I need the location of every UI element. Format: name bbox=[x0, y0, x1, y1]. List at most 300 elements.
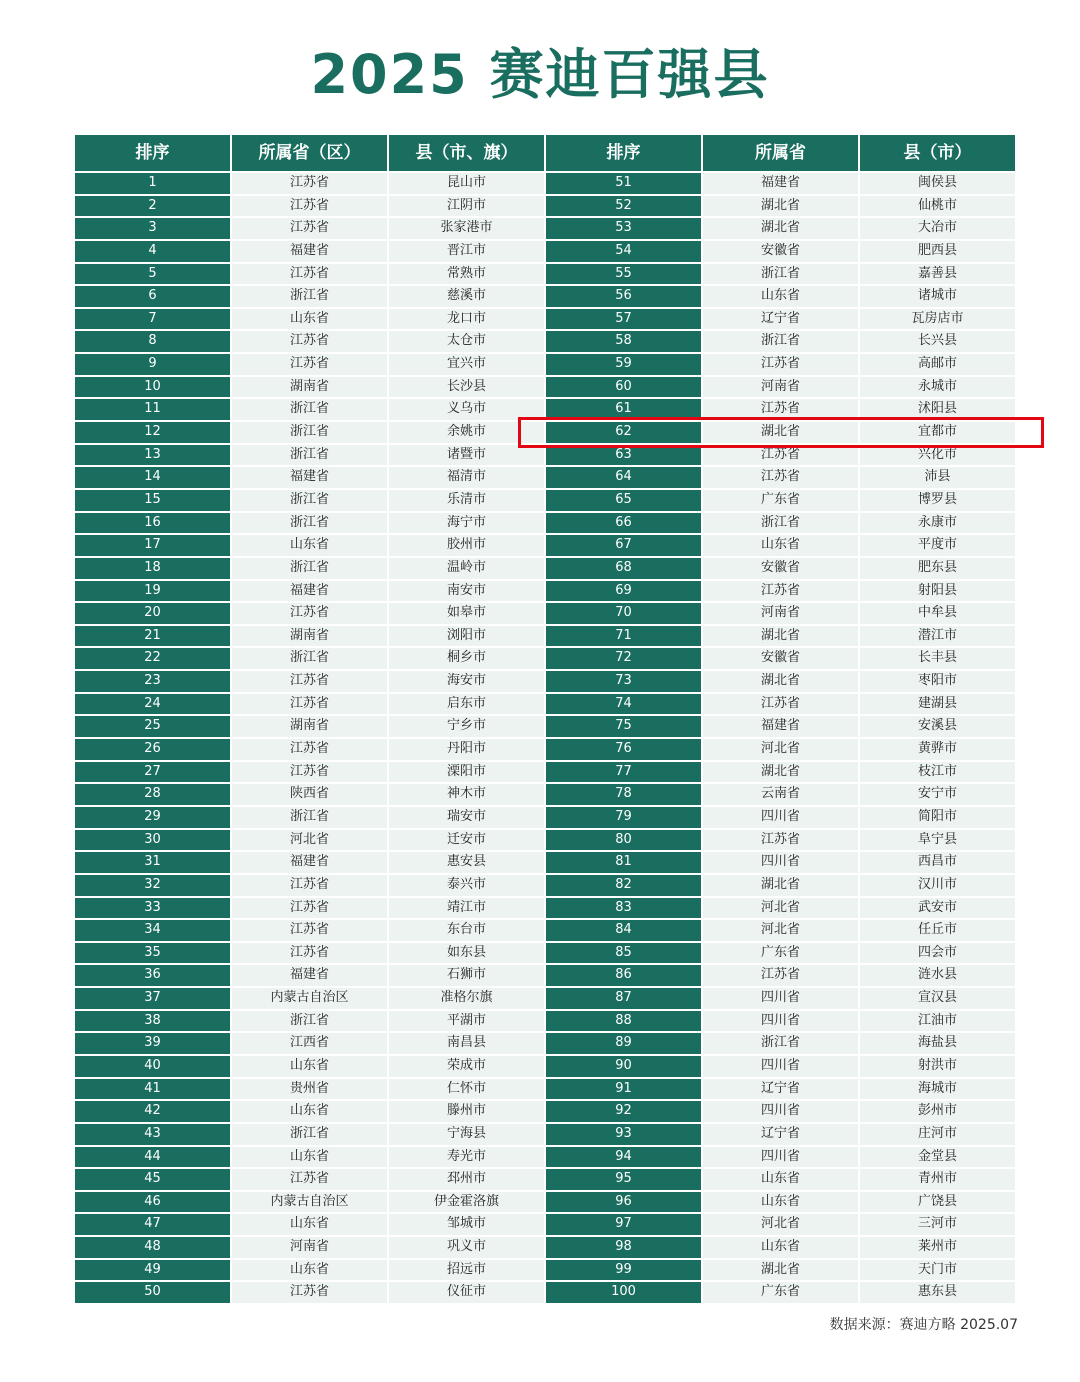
right-province-cell: 山东省 bbox=[703, 1237, 858, 1258]
left-rank-cell: 27 bbox=[75, 762, 230, 783]
left-province-cell: 江苏省 bbox=[232, 264, 387, 285]
left-rank-cell: 35 bbox=[75, 943, 230, 964]
left-province-cell: 江苏省 bbox=[232, 331, 387, 352]
header-rank-left: 排序 bbox=[75, 135, 230, 171]
left-province-cell: 福建省 bbox=[232, 581, 387, 602]
left-county-cell: 乐清市 bbox=[389, 490, 544, 511]
left-province-cell: 江苏省 bbox=[232, 875, 387, 896]
right-province-cell: 浙江省 bbox=[703, 513, 858, 534]
left-rank-cell: 22 bbox=[75, 648, 230, 669]
right-province-cell: 江苏省 bbox=[703, 694, 858, 715]
right-county-cell: 射洪市 bbox=[860, 1056, 1015, 1077]
left-rank-cell: 49 bbox=[75, 1260, 230, 1281]
left-province-cell: 江苏省 bbox=[232, 920, 387, 941]
left-rank-cell: 16 bbox=[75, 513, 230, 534]
left-province-cell: 浙江省 bbox=[232, 422, 387, 443]
right-county-cell: 肥西县 bbox=[860, 241, 1015, 262]
left-rank-cell: 1 bbox=[75, 173, 230, 194]
right-rank-cell: 88 bbox=[546, 1011, 701, 1032]
right-county-cell: 射阳县 bbox=[860, 581, 1015, 602]
right-province-cell: 江苏省 bbox=[703, 467, 858, 488]
left-county-cell: 石狮市 bbox=[389, 965, 544, 986]
left-province-cell: 福建省 bbox=[232, 852, 387, 873]
left-province-cell: 江苏省 bbox=[232, 603, 387, 624]
header-county-right: 县（市） bbox=[860, 135, 1015, 171]
left-rank-cell: 40 bbox=[75, 1056, 230, 1077]
right-province-cell: 山东省 bbox=[703, 1169, 858, 1190]
right-county-cell: 汉川市 bbox=[860, 875, 1015, 896]
left-province-cell: 江西省 bbox=[232, 1033, 387, 1054]
right-province-cell: 安徽省 bbox=[703, 648, 858, 669]
left-province-cell: 江苏省 bbox=[232, 694, 387, 715]
right-rank-cell: 64 bbox=[546, 467, 701, 488]
left-county-cell: 海安市 bbox=[389, 671, 544, 692]
right-rank-cell: 66 bbox=[546, 513, 701, 534]
right-rank-cell: 86 bbox=[546, 965, 701, 986]
right-rank-cell: 58 bbox=[546, 331, 701, 352]
left-province-cell: 江苏省 bbox=[232, 1282, 387, 1303]
left-county-cell: 南安市 bbox=[389, 581, 544, 602]
left-rank-cell: 12 bbox=[75, 422, 230, 443]
left-rank-cell: 34 bbox=[75, 920, 230, 941]
right-province-cell: 辽宁省 bbox=[703, 1124, 858, 1145]
right-county-cell: 江油市 bbox=[860, 1011, 1015, 1032]
right-province-cell: 河北省 bbox=[703, 920, 858, 941]
left-province-cell: 山东省 bbox=[232, 1101, 387, 1122]
left-county-cell: 荣成市 bbox=[389, 1056, 544, 1077]
left-rank-cell: 25 bbox=[75, 716, 230, 737]
right-rank-cell: 51 bbox=[546, 173, 701, 194]
left-province-cell: 陕西省 bbox=[232, 784, 387, 805]
left-county-cell: 平湖市 bbox=[389, 1011, 544, 1032]
left-province-cell: 江苏省 bbox=[232, 671, 387, 692]
right-rank-cell: 100 bbox=[546, 1282, 701, 1303]
left-rank-cell: 32 bbox=[75, 875, 230, 896]
right-county-cell: 中牟县 bbox=[860, 603, 1015, 624]
left-county-cell: 如皋市 bbox=[389, 603, 544, 624]
right-rank-cell: 94 bbox=[546, 1147, 701, 1168]
right-county-cell: 永城市 bbox=[860, 377, 1015, 398]
left-rank-cell: 39 bbox=[75, 1033, 230, 1054]
left-province-cell: 江苏省 bbox=[232, 762, 387, 783]
right-province-cell: 辽宁省 bbox=[703, 309, 858, 330]
left-province-cell: 福建省 bbox=[232, 965, 387, 986]
left-county-cell: 宁海县 bbox=[389, 1124, 544, 1145]
right-rank-cell: 76 bbox=[546, 739, 701, 760]
left-rank-cell: 17 bbox=[75, 535, 230, 556]
left-province-cell: 浙江省 bbox=[232, 1011, 387, 1032]
left-rank-cell: 7 bbox=[75, 309, 230, 330]
left-county-cell: 宁乡市 bbox=[389, 716, 544, 737]
left-county-cell: 迁安市 bbox=[389, 830, 544, 851]
right-rank-cell: 71 bbox=[546, 626, 701, 647]
left-province-cell: 江苏省 bbox=[232, 173, 387, 194]
data-source-note: 数据来源：赛迪方略 2025.07 bbox=[829, 1317, 1018, 1333]
right-county-cell: 西昌市 bbox=[860, 852, 1015, 873]
right-province-cell: 江苏省 bbox=[703, 445, 858, 466]
left-province-cell: 江苏省 bbox=[232, 218, 387, 239]
right-province-cell: 浙江省 bbox=[703, 1033, 858, 1054]
left-county-cell: 张家港市 bbox=[389, 218, 544, 239]
right-county-cell: 金堂县 bbox=[860, 1147, 1015, 1168]
left-province-cell: 山东省 bbox=[232, 1147, 387, 1168]
right-province-cell: 江苏省 bbox=[703, 830, 858, 851]
right-province-cell: 广东省 bbox=[703, 943, 858, 964]
left-province-cell: 内蒙古自治区 bbox=[232, 988, 387, 1009]
right-rank-cell: 54 bbox=[546, 241, 701, 262]
right-rank-cell: 83 bbox=[546, 898, 701, 919]
page-title: 2025 赛迪百强县 bbox=[310, 43, 770, 106]
left-rank-cell: 28 bbox=[75, 784, 230, 805]
left-county-cell: 仁怀市 bbox=[389, 1079, 544, 1100]
right-rank-cell: 99 bbox=[546, 1260, 701, 1281]
right-rank-cell: 65 bbox=[546, 490, 701, 511]
left-county-cell: 滕州市 bbox=[389, 1101, 544, 1122]
left-rank-cell: 41 bbox=[75, 1079, 230, 1100]
right-rank-cell: 87 bbox=[546, 988, 701, 1009]
left-rank-cell: 6 bbox=[75, 286, 230, 307]
left-county-cell: 慈溪市 bbox=[389, 286, 544, 307]
right-province-cell: 安徽省 bbox=[703, 241, 858, 262]
left-county-cell: 邹城市 bbox=[389, 1214, 544, 1235]
right-county-cell: 沛县 bbox=[860, 467, 1015, 488]
right-rank-cell: 73 bbox=[546, 671, 701, 692]
left-county-cell: 溧阳市 bbox=[389, 762, 544, 783]
left-county-cell: 惠安县 bbox=[389, 852, 544, 873]
left-rank-cell: 47 bbox=[75, 1214, 230, 1235]
right-province-cell: 福建省 bbox=[703, 173, 858, 194]
left-rank-cell: 30 bbox=[75, 830, 230, 851]
right-province-cell: 湖北省 bbox=[703, 196, 858, 217]
right-county-cell: 肥东县 bbox=[860, 558, 1015, 579]
right-province-cell: 广东省 bbox=[703, 1282, 858, 1303]
left-county-cell: 如东县 bbox=[389, 943, 544, 964]
left-rank-cell: 36 bbox=[75, 965, 230, 986]
right-province-cell: 湖北省 bbox=[703, 422, 858, 443]
left-county-cell: 泰兴市 bbox=[389, 875, 544, 896]
right-county-cell: 海盐县 bbox=[860, 1033, 1015, 1054]
left-county-cell: 桐乡市 bbox=[389, 648, 544, 669]
left-rank-cell: 31 bbox=[75, 852, 230, 873]
left-county-cell: 福清市 bbox=[389, 467, 544, 488]
right-county-cell: 青州市 bbox=[860, 1169, 1015, 1190]
left-rank-cell: 4 bbox=[75, 241, 230, 262]
left-province-cell: 浙江省 bbox=[232, 490, 387, 511]
left-province-cell: 浙江省 bbox=[232, 513, 387, 534]
ranking-grid bbox=[75, 135, 1019, 1303]
right-province-cell: 四川省 bbox=[703, 852, 858, 873]
left-rank-cell: 15 bbox=[75, 490, 230, 511]
right-county-cell: 长兴县 bbox=[860, 331, 1015, 352]
left-rank-cell: 2 bbox=[75, 196, 230, 217]
right-province-cell: 四川省 bbox=[703, 1011, 858, 1032]
right-county-cell: 广饶县 bbox=[860, 1192, 1015, 1213]
left-rank-cell: 43 bbox=[75, 1124, 230, 1145]
left-county-cell: 海宁市 bbox=[389, 513, 544, 534]
left-county-cell: 长沙县 bbox=[389, 377, 544, 398]
right-province-cell: 江苏省 bbox=[703, 399, 858, 420]
right-county-cell: 枣阳市 bbox=[860, 671, 1015, 692]
right-rank-cell: 81 bbox=[546, 852, 701, 873]
header-province-right: 所属省 bbox=[703, 135, 858, 171]
left-county-cell: 余姚市 bbox=[389, 422, 544, 443]
right-rank-cell: 74 bbox=[546, 694, 701, 715]
right-county-cell: 武安市 bbox=[860, 898, 1015, 919]
right-province-cell: 四川省 bbox=[703, 1147, 858, 1168]
left-province-cell: 贵州省 bbox=[232, 1079, 387, 1100]
right-province-cell: 浙江省 bbox=[703, 264, 858, 285]
left-province-cell: 江苏省 bbox=[232, 1169, 387, 1190]
left-province-cell: 河北省 bbox=[232, 830, 387, 851]
left-county-cell: 寿光市 bbox=[389, 1147, 544, 1168]
right-province-cell: 山东省 bbox=[703, 286, 858, 307]
left-rank-cell: 29 bbox=[75, 807, 230, 828]
right-rank-cell: 89 bbox=[546, 1033, 701, 1054]
right-rank-cell: 77 bbox=[546, 762, 701, 783]
left-county-cell: 启东市 bbox=[389, 694, 544, 715]
right-county-cell: 阜宁县 bbox=[860, 830, 1015, 851]
right-rank-cell: 80 bbox=[546, 830, 701, 851]
right-rank-cell: 69 bbox=[546, 581, 701, 602]
right-county-cell: 长丰县 bbox=[860, 648, 1015, 669]
right-rank-cell: 91 bbox=[546, 1079, 701, 1100]
left-county-cell: 靖江市 bbox=[389, 898, 544, 919]
right-county-cell: 惠东县 bbox=[860, 1282, 1015, 1303]
left-rank-cell: 45 bbox=[75, 1169, 230, 1190]
left-province-cell: 河南省 bbox=[232, 1237, 387, 1258]
left-rank-cell: 38 bbox=[75, 1011, 230, 1032]
left-county-cell: 诸暨市 bbox=[389, 445, 544, 466]
left-county-cell: 伊金霍洛旗 bbox=[389, 1192, 544, 1213]
left-county-cell: 招远市 bbox=[389, 1260, 544, 1281]
right-county-cell: 安宁市 bbox=[860, 784, 1015, 805]
left-rank-cell: 21 bbox=[75, 626, 230, 647]
left-county-cell: 胶州市 bbox=[389, 535, 544, 556]
right-county-cell: 四会市 bbox=[860, 943, 1015, 964]
left-province-cell: 内蒙古自治区 bbox=[232, 1192, 387, 1213]
left-county-cell: 浏阳市 bbox=[389, 626, 544, 647]
right-county-cell: 简阳市 bbox=[860, 807, 1015, 828]
right-rank-cell: 60 bbox=[546, 377, 701, 398]
left-province-cell: 浙江省 bbox=[232, 445, 387, 466]
left-rank-cell: 3 bbox=[75, 218, 230, 239]
right-rank-cell: 53 bbox=[546, 218, 701, 239]
right-rank-cell: 57 bbox=[546, 309, 701, 330]
right-county-cell: 彭州市 bbox=[860, 1101, 1015, 1122]
left-province-cell: 浙江省 bbox=[232, 286, 387, 307]
header-county-left: 县（市、旗） bbox=[389, 135, 544, 171]
left-province-cell: 山东省 bbox=[232, 1056, 387, 1077]
left-county-cell: 昆山市 bbox=[389, 173, 544, 194]
left-rank-cell: 33 bbox=[75, 898, 230, 919]
left-province-cell: 湖南省 bbox=[232, 377, 387, 398]
left-county-cell: 常熟市 bbox=[389, 264, 544, 285]
right-county-cell: 兴化市 bbox=[860, 445, 1015, 466]
right-rank-cell: 62 bbox=[546, 422, 701, 443]
left-county-cell: 丹阳市 bbox=[389, 739, 544, 760]
right-county-cell: 永康市 bbox=[860, 513, 1015, 534]
right-province-cell: 湖北省 bbox=[703, 671, 858, 692]
left-province-cell: 江苏省 bbox=[232, 354, 387, 375]
left-county-cell: 南昌县 bbox=[389, 1033, 544, 1054]
left-province-cell: 江苏省 bbox=[232, 196, 387, 217]
right-county-cell: 任丘市 bbox=[860, 920, 1015, 941]
left-rank-cell: 23 bbox=[75, 671, 230, 692]
left-rank-cell: 48 bbox=[75, 1237, 230, 1258]
left-province-cell: 浙江省 bbox=[232, 807, 387, 828]
left-county-cell: 神木市 bbox=[389, 784, 544, 805]
left-province-cell: 福建省 bbox=[232, 467, 387, 488]
left-county-cell: 温岭市 bbox=[389, 558, 544, 579]
right-county-cell: 嘉善县 bbox=[860, 264, 1015, 285]
left-province-cell: 湖南省 bbox=[232, 626, 387, 647]
left-county-cell: 江阴市 bbox=[389, 196, 544, 217]
right-rank-cell: 56 bbox=[546, 286, 701, 307]
right-province-cell: 安徽省 bbox=[703, 558, 858, 579]
right-province-cell: 四川省 bbox=[703, 807, 858, 828]
left-rank-cell: 9 bbox=[75, 354, 230, 375]
right-county-cell: 潜江市 bbox=[860, 626, 1015, 647]
left-province-cell: 江苏省 bbox=[232, 943, 387, 964]
left-province-cell: 山东省 bbox=[232, 1214, 387, 1235]
left-rank-cell: 24 bbox=[75, 694, 230, 715]
right-province-cell: 湖北省 bbox=[703, 626, 858, 647]
right-rank-cell: 68 bbox=[546, 558, 701, 579]
right-rank-cell: 98 bbox=[546, 1237, 701, 1258]
left-province-cell: 浙江省 bbox=[232, 558, 387, 579]
left-county-cell: 邳州市 bbox=[389, 1169, 544, 1190]
right-county-cell: 宜都市 bbox=[860, 422, 1015, 443]
right-province-cell: 河南省 bbox=[703, 377, 858, 398]
right-county-cell: 大冶市 bbox=[860, 218, 1015, 239]
right-rank-cell: 90 bbox=[546, 1056, 701, 1077]
left-province-cell: 山东省 bbox=[232, 309, 387, 330]
left-county-cell: 义乌市 bbox=[389, 399, 544, 420]
right-province-cell: 山东省 bbox=[703, 535, 858, 556]
left-rank-cell: 11 bbox=[75, 399, 230, 420]
left-county-cell: 瑞安市 bbox=[389, 807, 544, 828]
left-province-cell: 浙江省 bbox=[232, 648, 387, 669]
left-county-cell: 巩义市 bbox=[389, 1237, 544, 1258]
left-province-cell: 山东省 bbox=[232, 1260, 387, 1281]
right-county-cell: 安溪县 bbox=[860, 716, 1015, 737]
right-province-cell: 云南省 bbox=[703, 784, 858, 805]
right-county-cell: 仙桃市 bbox=[860, 196, 1015, 217]
right-county-cell: 涟水县 bbox=[860, 965, 1015, 986]
right-rank-cell: 84 bbox=[546, 920, 701, 941]
right-province-cell: 河北省 bbox=[703, 1214, 858, 1235]
right-county-cell: 诸城市 bbox=[860, 286, 1015, 307]
right-county-cell: 建湖县 bbox=[860, 694, 1015, 715]
left-rank-cell: 44 bbox=[75, 1147, 230, 1168]
right-province-cell: 湖北省 bbox=[703, 218, 858, 239]
header-province-left: 所属省（区） bbox=[232, 135, 387, 171]
left-province-cell: 浙江省 bbox=[232, 1124, 387, 1145]
left-county-cell: 龙口市 bbox=[389, 309, 544, 330]
right-province-cell: 湖北省 bbox=[703, 875, 858, 896]
right-rank-cell: 85 bbox=[546, 943, 701, 964]
left-province-cell: 山东省 bbox=[232, 535, 387, 556]
right-province-cell: 河南省 bbox=[703, 603, 858, 624]
left-province-cell: 浙江省 bbox=[232, 399, 387, 420]
left-rank-cell: 19 bbox=[75, 581, 230, 602]
right-rank-cell: 75 bbox=[546, 716, 701, 737]
right-rank-cell: 63 bbox=[546, 445, 701, 466]
left-rank-cell: 37 bbox=[75, 988, 230, 1009]
right-county-cell: 闽侯县 bbox=[860, 173, 1015, 194]
right-county-cell: 瓦房店市 bbox=[860, 309, 1015, 330]
left-province-cell: 湖南省 bbox=[232, 716, 387, 737]
right-rank-cell: 72 bbox=[546, 648, 701, 669]
right-county-cell: 平度市 bbox=[860, 535, 1015, 556]
left-rank-cell: 50 bbox=[75, 1282, 230, 1303]
right-rank-cell: 93 bbox=[546, 1124, 701, 1145]
header-rank-right: 排序 bbox=[546, 135, 701, 171]
right-province-cell: 江苏省 bbox=[703, 354, 858, 375]
right-county-cell: 海城市 bbox=[860, 1079, 1015, 1100]
right-county-cell: 莱州市 bbox=[860, 1237, 1015, 1258]
right-rank-cell: 95 bbox=[546, 1169, 701, 1190]
right-rank-cell: 82 bbox=[546, 875, 701, 896]
right-rank-cell: 78 bbox=[546, 784, 701, 805]
right-province-cell: 湖北省 bbox=[703, 762, 858, 783]
left-province-cell: 江苏省 bbox=[232, 739, 387, 760]
right-county-cell: 宣汉县 bbox=[860, 988, 1015, 1009]
right-rank-cell: 61 bbox=[546, 399, 701, 420]
right-rank-cell: 67 bbox=[546, 535, 701, 556]
left-rank-cell: 42 bbox=[75, 1101, 230, 1122]
left-rank-cell: 18 bbox=[75, 558, 230, 579]
left-rank-cell: 14 bbox=[75, 467, 230, 488]
left-county-cell: 准格尔旗 bbox=[389, 988, 544, 1009]
right-county-cell: 庄河市 bbox=[860, 1124, 1015, 1145]
right-province-cell: 江苏省 bbox=[703, 581, 858, 602]
right-county-cell: 枝江市 bbox=[860, 762, 1015, 783]
right-county-cell: 高邮市 bbox=[860, 354, 1015, 375]
right-province-cell: 四川省 bbox=[703, 1101, 858, 1122]
left-rank-cell: 8 bbox=[75, 331, 230, 352]
left-county-cell: 仪征市 bbox=[389, 1282, 544, 1303]
right-province-cell: 四川省 bbox=[703, 988, 858, 1009]
right-county-cell: 沭阳县 bbox=[860, 399, 1015, 420]
right-county-cell: 博罗县 bbox=[860, 490, 1015, 511]
right-rank-cell: 92 bbox=[546, 1101, 701, 1122]
left-rank-cell: 46 bbox=[75, 1192, 230, 1213]
left-province-cell: 福建省 bbox=[232, 241, 387, 262]
right-rank-cell: 96 bbox=[546, 1192, 701, 1213]
right-county-cell: 天门市 bbox=[860, 1260, 1015, 1281]
right-province-cell: 浙江省 bbox=[703, 331, 858, 352]
left-rank-cell: 13 bbox=[75, 445, 230, 466]
ranking-table bbox=[75, 135, 1019, 1303]
right-rank-cell: 97 bbox=[546, 1214, 701, 1235]
right-province-cell: 河北省 bbox=[703, 898, 858, 919]
right-province-cell: 河北省 bbox=[703, 739, 858, 760]
right-county-cell: 黄骅市 bbox=[860, 739, 1015, 760]
right-province-cell: 福建省 bbox=[703, 716, 858, 737]
right-rank-cell: 55 bbox=[546, 264, 701, 285]
right-province-cell: 江苏省 bbox=[703, 965, 858, 986]
right-province-cell: 山东省 bbox=[703, 1192, 858, 1213]
highlight-box-rank-62 bbox=[518, 417, 1044, 448]
right-county-cell: 三河市 bbox=[860, 1214, 1015, 1235]
left-rank-cell: 26 bbox=[75, 739, 230, 760]
left-rank-cell: 5 bbox=[75, 264, 230, 285]
right-rank-cell: 59 bbox=[546, 354, 701, 375]
right-rank-cell: 79 bbox=[546, 807, 701, 828]
right-province-cell: 辽宁省 bbox=[703, 1079, 858, 1100]
right-rank-cell: 52 bbox=[546, 196, 701, 217]
